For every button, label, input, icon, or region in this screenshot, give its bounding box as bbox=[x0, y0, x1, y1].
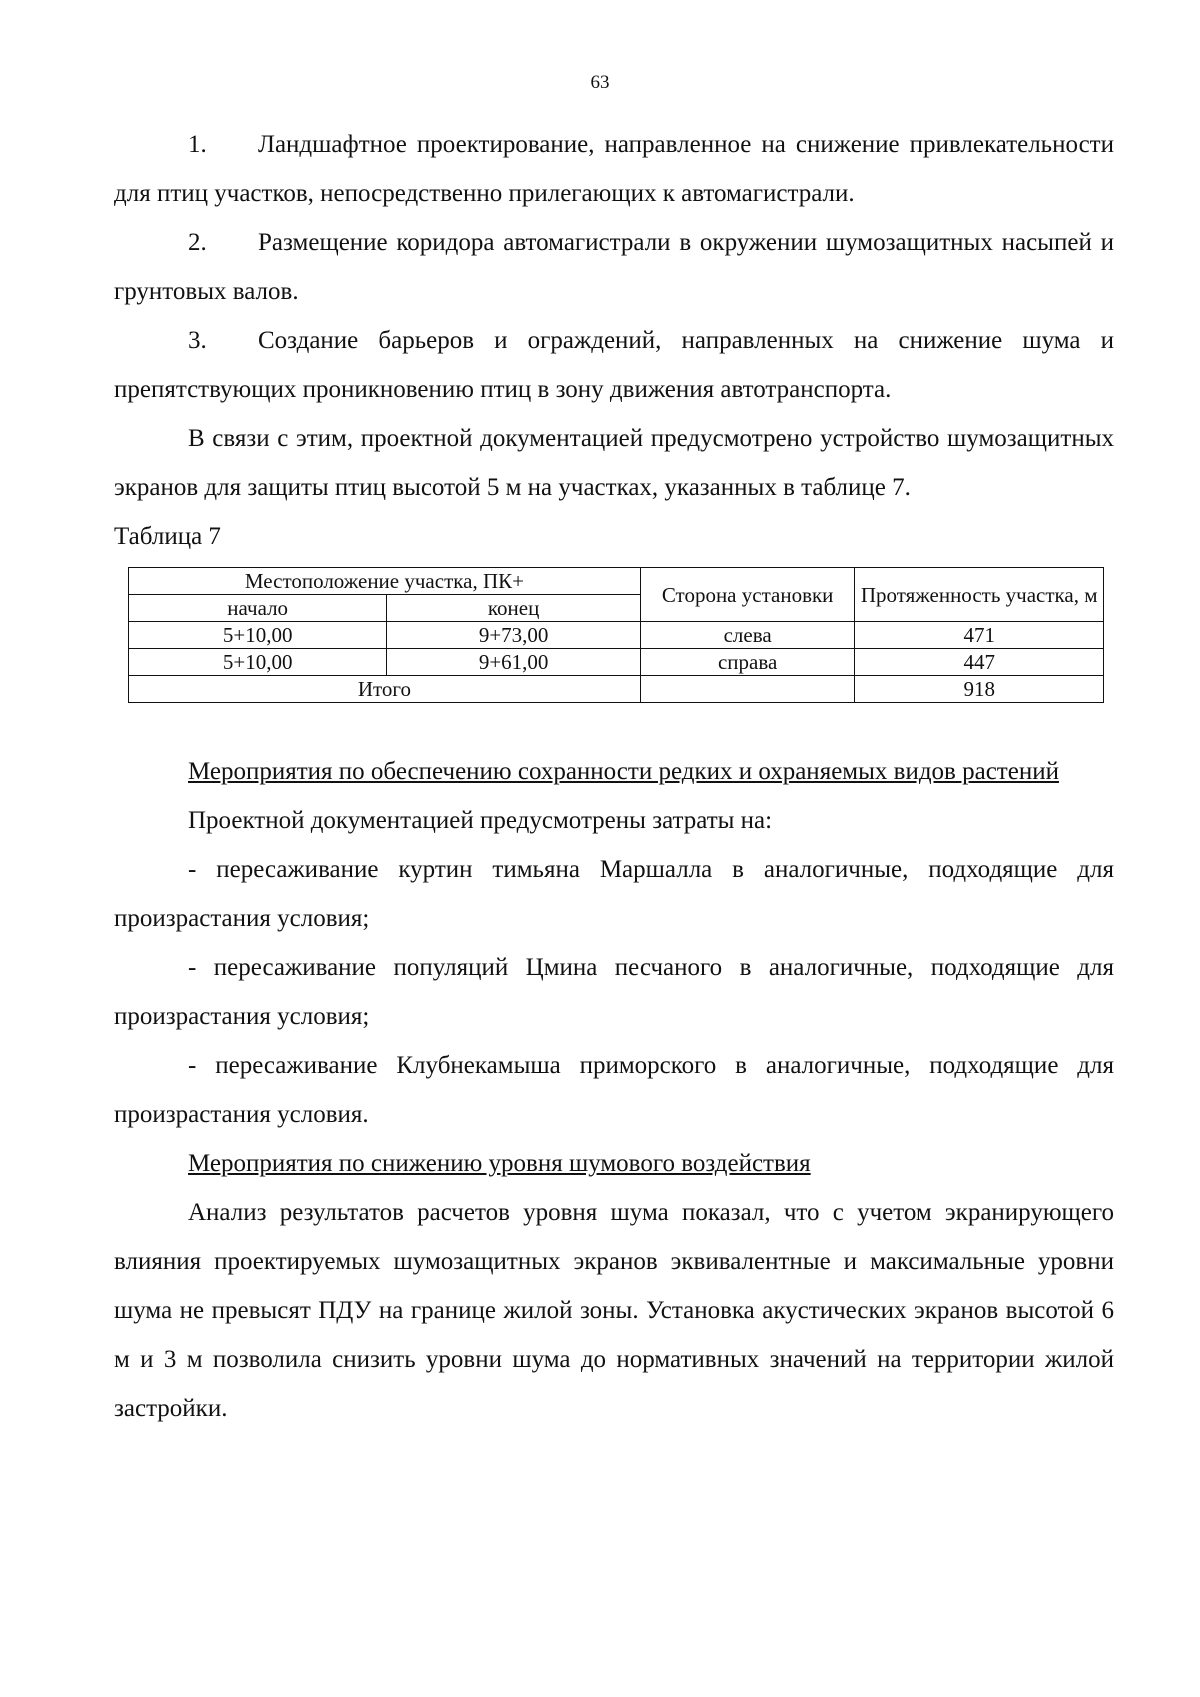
noise-paragraph: Анализ результатов расчетов уровня шума показал, что с учетом экранирующего влияния проектируемых шумозащитных экранов эквивалентные и максимальные уровни шума не превысят ПДУ на границе жилой зоны. Установка акустических экранов высотой 6 м и 3 м позволила снизить уровни шума до нормативных значений на территории жилой застройки. bbox=[114, 1199, 1114, 1422]
screens-paragraph: В связи с этим, проектной документацией предусмотрено устройство шумозащитных экранов для защиты птиц высотой 5 м на участках, указанных в таблице 7. bbox=[114, 425, 1114, 501]
cell-end: 9+61,00 bbox=[387, 649, 641, 676]
cell-length: 447 bbox=[855, 649, 1104, 676]
header-length: Протяженность участка, м bbox=[855, 568, 1104, 622]
page-number: 63 bbox=[590, 72, 610, 93]
plants-heading-text: Мероприятия по обеспечению сохранности редких и охраняемых видов растений bbox=[188, 758, 1059, 785]
measure-number: 3. bbox=[188, 327, 207, 354]
measure-number: 1. bbox=[188, 131, 207, 158]
cell-side: справа bbox=[640, 649, 855, 676]
cell-side: слева bbox=[640, 622, 855, 649]
header-location: Местоположение участка, ПК+ bbox=[129, 568, 641, 595]
total-side bbox=[640, 676, 855, 703]
header-end: конец bbox=[387, 595, 641, 622]
cell-start: 5+10,00 bbox=[129, 622, 387, 649]
measure-text: Ландшафтное проектирование, направленное на снижение привлекательности для птиц участков, непосредственно прилегающих к автомагистрали. bbox=[114, 131, 1114, 207]
plants-intro: Проектной документацией предусмотрены затраты на: bbox=[188, 807, 773, 834]
header-side: Сторона установки bbox=[640, 568, 855, 622]
plants-section-heading bbox=[114, 747, 1114, 796]
plants-item-3: - пересаживание Клубнекамыша приморского в аналогичные, подходящие для произрастания условия. bbox=[114, 1052, 1114, 1128]
measure-number: 2. bbox=[188, 229, 207, 256]
measure-text: Размещение коридора автомагистрали в окружении шумозащитных насыпей и грунтовых валов. bbox=[114, 229, 1114, 305]
noise-heading-text: Мероприятия по снижению уровня шумового воздействия bbox=[188, 1150, 811, 1177]
header-start: начало bbox=[129, 595, 387, 622]
measure-item-1 bbox=[114, 120, 1114, 218]
screens-table bbox=[128, 567, 1104, 703]
table-header-row bbox=[129, 568, 1104, 595]
table-row bbox=[129, 649, 1104, 676]
plants-item-1: - пересаживание куртин тимьяна Маршалла в аналогичные, подходящие для произрастания условия; bbox=[114, 856, 1114, 932]
table-total-row bbox=[129, 676, 1104, 703]
cell-length: 471 bbox=[855, 622, 1104, 649]
measure-text: Создание барьеров и ограждений, направленных на снижение шума и препятствующих проникновению птиц в зону движения автотранспорта. bbox=[114, 327, 1114, 403]
total-length: 918 bbox=[855, 676, 1104, 703]
table-row bbox=[129, 622, 1104, 649]
table-caption: Таблица 7 bbox=[114, 523, 221, 550]
cell-end: 9+73,00 bbox=[387, 622, 641, 649]
noise-section-heading bbox=[114, 1139, 1114, 1188]
measure-item-3 bbox=[114, 316, 1114, 414]
plants-item-2: - пересаживание популяций Цмина песчаного в аналогичные, подходящие для произрастания условия; bbox=[114, 954, 1114, 1030]
page-content bbox=[114, 120, 1114, 1433]
cell-start: 5+10,00 bbox=[129, 649, 387, 676]
measure-item-2 bbox=[114, 218, 1114, 316]
total-label: Итого bbox=[129, 676, 641, 703]
